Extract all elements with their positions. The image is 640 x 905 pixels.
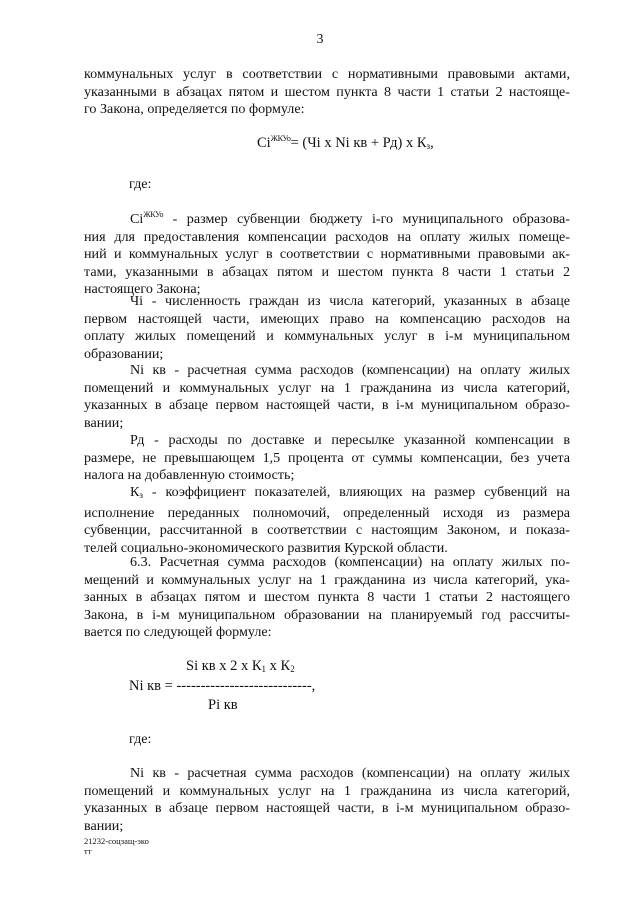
text-line: вается по следующей формуле: [84, 624, 272, 641]
term-k-subscript: з [139, 490, 143, 500]
formula-ci-superscript: ЖКУо [270, 134, 291, 143]
where-label-2: где: [129, 731, 152, 747]
text-line: субвенции, рассчитанной в соответствии с настоящим Законом, и показа- [84, 522, 570, 539]
definition-ci [84, 206, 570, 299]
definition-k [84, 484, 570, 557]
text-line: вании; [84, 414, 124, 431]
text-line: 6.3. Расчетная сумма расходов (компенсации) на оплату жилых по- [130, 554, 570, 570]
text-line: размере, не превышающем 1,5 процента от суммы компенсации, без учета [84, 449, 570, 466]
text-line: ний и коммунальных услуг в соответствии с нормативными правовыми ак- [84, 246, 570, 263]
text-line: Ni кв - расчетная сумма расходов (компенсации) на оплату жилых [130, 765, 570, 781]
formula2-numerator [186, 658, 295, 675]
footer-line: 21232-соцзащ-эко [84, 836, 149, 846]
definition-ni-2 [84, 765, 570, 835]
text-line: исполнение переданных полномочий, определенный исходя из размера [84, 504, 570, 521]
text-line: Чi - численность граждан из числа категорий, указанных в абзаце [130, 293, 570, 309]
page-number: 3 [316, 32, 324, 47]
subvention-formula [257, 134, 434, 152]
term-k: К [130, 484, 140, 500]
numerator-mid: х К [266, 658, 291, 674]
text-line: Рд - расходы по доставке и пересылке указанной компенсации в [130, 432, 570, 448]
text-line: вании; [84, 817, 124, 834]
text-line: указанных в абзаце первом настоящей части, в i-м муниципальном образо- [84, 397, 570, 414]
formula-k-subscript: з [426, 141, 431, 151]
footer-code [84, 836, 149, 856]
text-line: указанными в абзацах пятом и шестом пункта 8 части 1 статьи 2 настояще- [84, 83, 570, 100]
text-line: Ni кв - расчетная сумма расходов (компенсации) на оплату жилых [130, 362, 570, 378]
definition-ni [84, 362, 570, 432]
numerator-text: Si кв х 2 х К [186, 658, 262, 674]
text-line: помещений и коммунальных услуг на 1 гражданина из числа категорий, [84, 379, 570, 396]
text-line [84, 206, 570, 229]
text-line: первом настоящей части, имеющих право на компенсацию расходов на [84, 310, 570, 327]
formula2-lhs: Ni кв = [129, 678, 177, 694]
text-line: телей социально-экономического развития Курской области. [84, 539, 448, 556]
text-line: настоящего Закона; [84, 281, 201, 298]
definition-ci-text: - размер субвенции бюджету i-го муниципального образова- [163, 211, 570, 227]
formula-ci: Ci [257, 135, 271, 151]
text-line: занных в абзацах пятом и шестом пункта 8 части 1 статьи 2 настоящего [84, 589, 570, 606]
formula-rhs: = (Чi х Ni кв + Рд) х К [290, 135, 427, 151]
definition-rd [84, 432, 570, 485]
term-ci-superscript: ЖКУо [143, 210, 164, 219]
formula-end: , [430, 135, 434, 151]
formula2-denominator: Pi кв [208, 697, 238, 713]
text-line: оплату жилых помещений и коммунальных услуг в i-м муниципальном [84, 328, 570, 345]
text-line: тами, указанными в абзацах пятом и шестом пункта 8 части 1 статьи 2 [84, 263, 570, 280]
text-line: го Закона, определяется по формуле: [84, 101, 305, 118]
fraction-bar: ----------------------------, [176, 678, 316, 694]
footer-line: тт [84, 846, 92, 856]
intro-paragraph [84, 66, 570, 119]
where-label: где: [129, 176, 152, 192]
definition-chi [84, 293, 570, 363]
text-line: Закона, в i-м муниципальном образовании на планируемый год рассчиты- [84, 606, 570, 623]
text-line [84, 484, 570, 505]
text-line: ния для предоставления компенсации расходов на оплату жилых помеще- [84, 228, 570, 245]
term-ci: Ci [130, 211, 144, 227]
formula2-main-line [129, 678, 315, 695]
definition-k-text: - коэффициент показателей, влияющих на размер субвенций на [142, 484, 570, 500]
text-line: помещений и коммунальных услуг на 1 гражданина из числа категорий, [84, 782, 570, 799]
text-line: налога на добавленную стоимость; [84, 467, 295, 484]
text-line: коммунальных услуг в соответствии с нормативными правовыми актами, [84, 66, 570, 82]
k2-subscript: 2 [290, 664, 295, 674]
section-6-3 [84, 554, 570, 642]
k1-subscript: 1 [261, 664, 267, 674]
text-line: мещений и коммунальных услуг на 1 гражданина из числа категорий, ука- [84, 571, 570, 588]
text-line: указанных в абзаце первом настоящей части, в i-м муниципальном образо- [84, 800, 570, 817]
text-line: образовании; [84, 345, 164, 362]
